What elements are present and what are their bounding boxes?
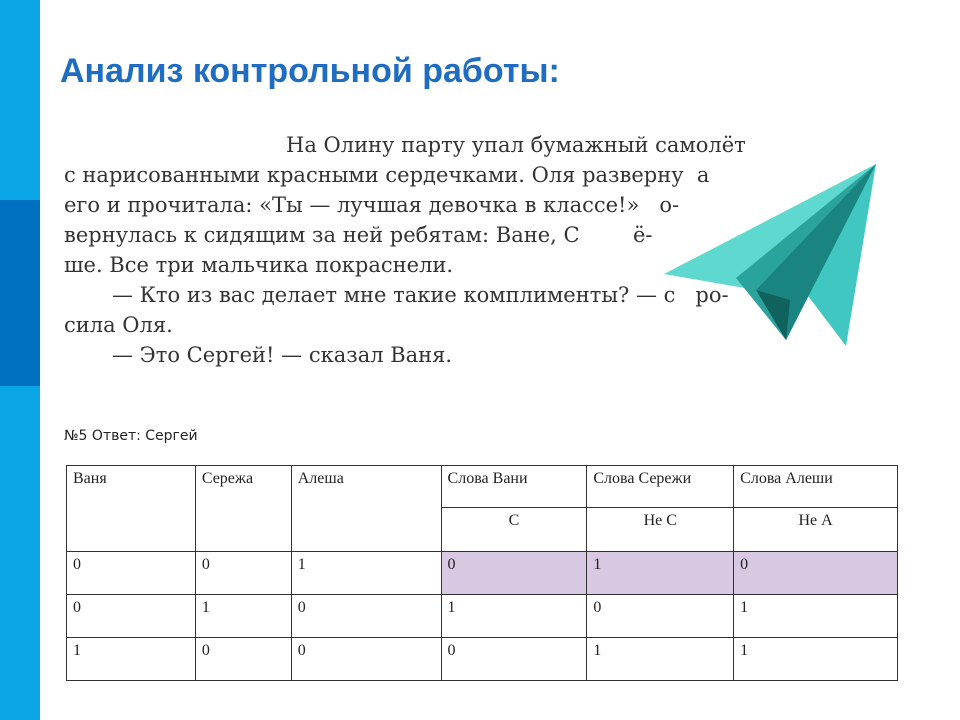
passage-line: с нарисованными красными сердечками. Оля разверну а — [64, 163, 710, 187]
table-cell: 0 — [441, 638, 587, 681]
table-cell: 1 — [441, 595, 587, 638]
table-row — [67, 552, 898, 595]
passage-line: ше. Все три мальчика покраснели. — [64, 253, 454, 277]
table-cell: 1 — [587, 552, 734, 595]
table-cell: 0 — [195, 638, 291, 681]
table-row — [67, 595, 898, 638]
table-cell: 0 — [291, 595, 441, 638]
table-cell: 0 — [67, 552, 196, 595]
header-cell: Сережа — [195, 466, 291, 552]
header-cell: Ваня — [67, 466, 196, 552]
table-cell: 1 — [291, 552, 441, 595]
passage-line: вернулась к сидящим за ней ребятам: Ване, С ё- — [64, 223, 653, 247]
table-cell: 0 — [441, 552, 587, 595]
header-cell: Слова Алеши — [734, 466, 898, 508]
table-cell: 1 — [734, 595, 898, 638]
passage-line: На Олину парту упал бумажный самолёт — [286, 133, 746, 157]
table-cell: 0 — [291, 638, 441, 681]
paper-airplane-icon — [660, 150, 900, 350]
table-cell: 0 — [195, 552, 291, 595]
table-cell: 1 — [587, 638, 734, 681]
answer-label: №5 Ответ: Сергей — [64, 428, 198, 444]
passage-line: — Это Сергей! — сказал Ваня. — [112, 343, 453, 367]
header-cell: Слова Сережи — [587, 466, 734, 508]
table-cell: 1 — [734, 638, 898, 681]
passage-line: — Кто из вас делает мне такие комплименты? — с ро- — [112, 283, 729, 307]
sidebar-accent-dark — [0, 200, 40, 386]
header-cell: Слова Вани — [441, 466, 587, 508]
slide-title: Анализ контрольной работы: — [60, 52, 560, 90]
table-cell: 0 — [734, 552, 898, 595]
table-row — [67, 638, 898, 681]
passage-line: его и прочитала: «Ты — лучшая девочка в классе!» о- — [64, 193, 680, 217]
table-cell: 0 — [67, 595, 196, 638]
subheader-cell: С — [441, 508, 587, 552]
table-cell: 1 — [67, 638, 196, 681]
subheader-cell: Не А — [734, 508, 898, 552]
header-cell: Алеша — [291, 466, 441, 552]
table-cell: 1 — [195, 595, 291, 638]
subheader-cell: Не С — [587, 508, 734, 552]
logic-table — [66, 465, 898, 681]
passage-line: сила Оля. — [64, 313, 173, 337]
table-cell: 0 — [587, 595, 734, 638]
